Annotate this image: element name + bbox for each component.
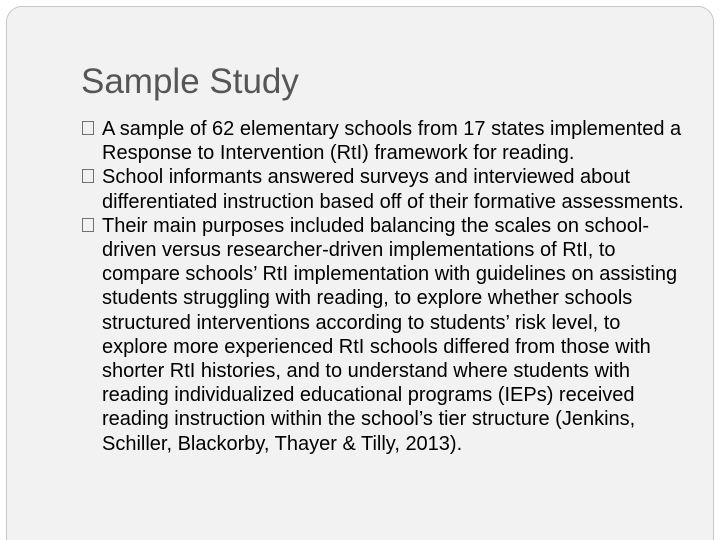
slide-title: Sample Study <box>81 62 299 101</box>
bullet-item <box>80 214 685 456</box>
bullet-item <box>80 165 685 213</box>
bullet-text: Their main purposes included balancing the scales on school-driven versus researcher-driven implementations of RtI, to compare schools’ RtI implementation with guidelines on assisting students struggling with reading, to explore whether schools structured interventions according to students’ risk level, to explore more experienced RtI schools differed from those with shorter RtI histories, and to understand where students with reading individualized educational programs (IEPs) received reading instruction within the school’s tier structure (Jenkins, Schiller, Blackorby, Thayer & Tilly, 2013). <box>102 214 678 455</box>
bullet-box-icon <box>82 218 94 232</box>
bullet-item <box>80 117 685 165</box>
bullet-list <box>80 117 685 456</box>
bullet-text: A sample of 62 elementary schools from 17 states implemented a Response to Intervention (RtI) framework for reading. <box>102 118 682 165</box>
bullet-text: School informants answered surveys and interviewed about differentiated instruction based off of their formative assessments. <box>102 166 684 213</box>
bullet-box-icon <box>82 121 94 135</box>
bullet-box-icon <box>82 169 94 183</box>
